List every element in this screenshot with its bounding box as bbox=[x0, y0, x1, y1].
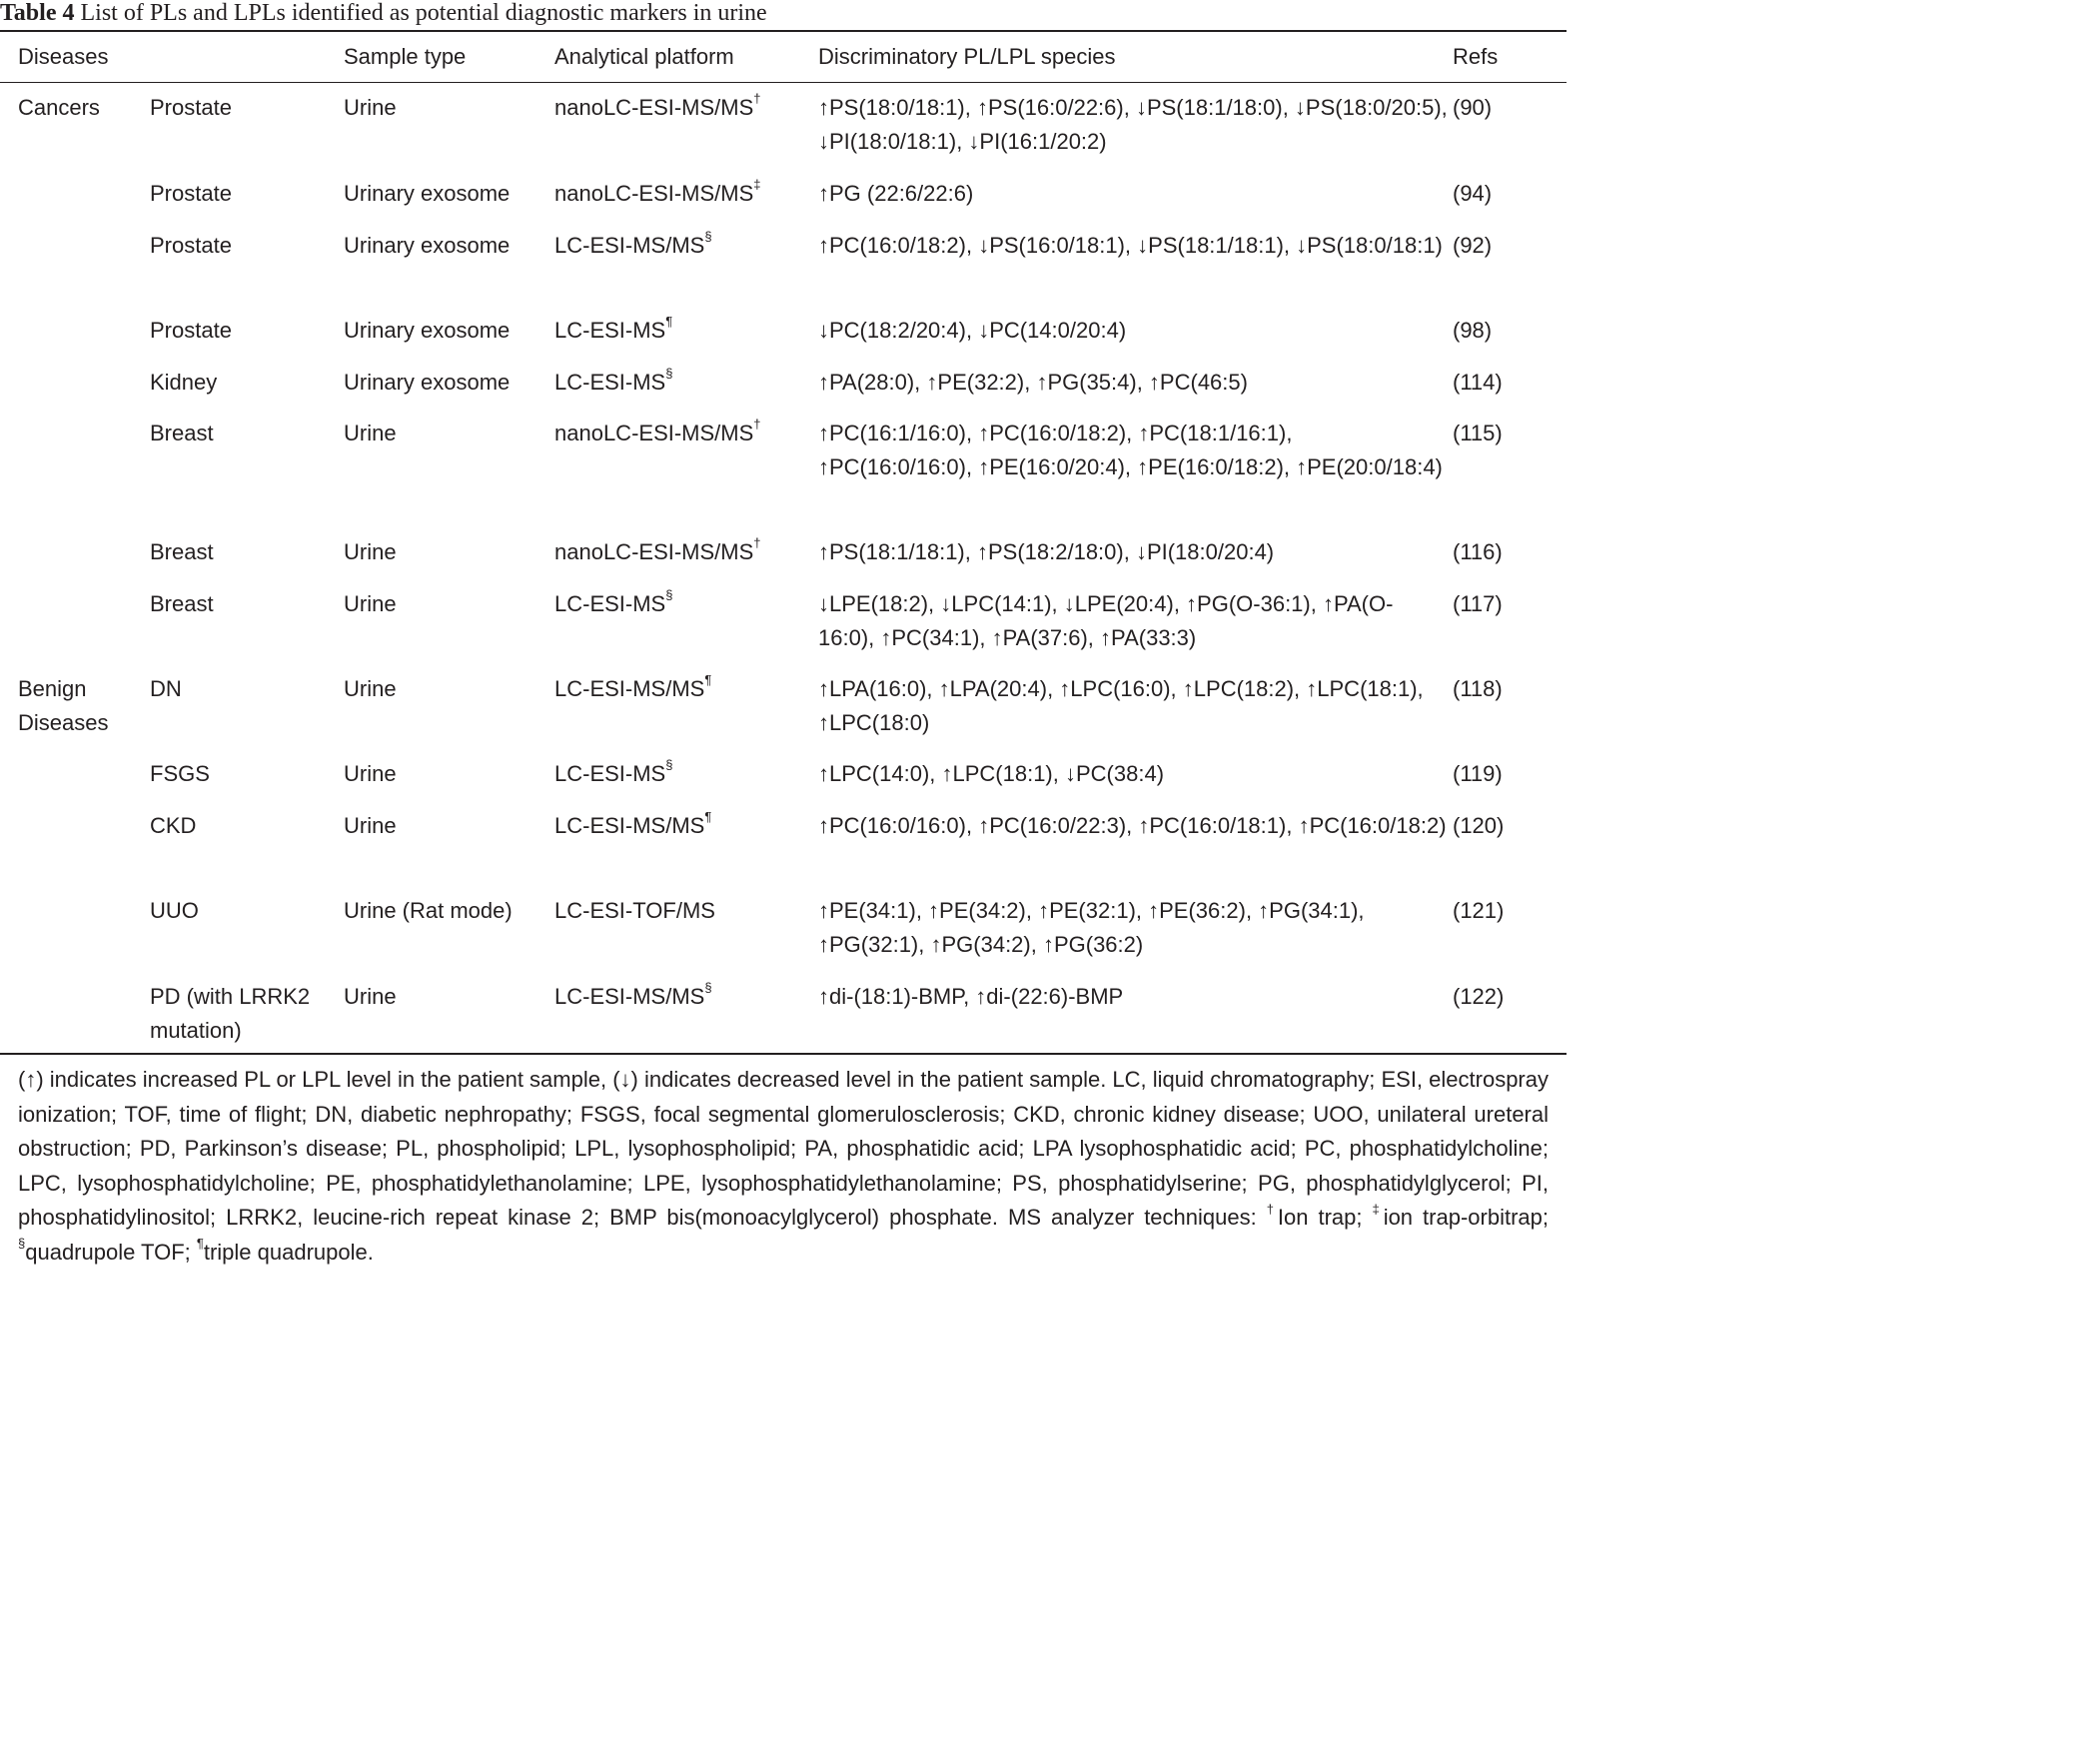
header-sample-type: Sample type bbox=[344, 44, 467, 69]
platform-text: LC-ESI-MS bbox=[554, 761, 666, 786]
cell-platform bbox=[554, 314, 816, 348]
platform-text: nanoLC-ESI-MS/MS bbox=[554, 421, 754, 445]
cell-platform bbox=[554, 366, 816, 400]
platform-text: nanoLC-ESI-MS/MS bbox=[554, 181, 754, 206]
platform-text: LC-ESI-MS/MS bbox=[554, 676, 705, 701]
cell-platform bbox=[554, 980, 816, 1014]
cell-species: ↑PC(16:0/18:2), ↓PS(16:0/18:1), ↓PS(18:1/18:1), ↓PS(18:0/18:1) bbox=[818, 233, 1443, 258]
cell-species: ↓LPE(18:2), ↓LPC(14:1), ↓LPE(20:4), ↑PG(O-36:1), ↑PA(O-16:0), ↑PC(34:1), ↑PA(37:6), ↑PA(33:3) bbox=[818, 591, 1394, 650]
cell-disease-subtype: CKD bbox=[150, 813, 197, 838]
table-caption bbox=[0, 0, 1567, 30]
cell-ref: (115) bbox=[1453, 421, 1503, 445]
cell-ref: (92) bbox=[1453, 233, 1493, 258]
cell-sample-type: Urine bbox=[344, 813, 397, 838]
platform-footnote-mark: ¶ bbox=[704, 671, 712, 687]
cell-disease-subtype: Prostate bbox=[150, 318, 232, 343]
cell-platform bbox=[554, 417, 816, 450]
cell-disease-subtype: Breast bbox=[150, 591, 214, 616]
cell-ref: (90) bbox=[1453, 95, 1493, 120]
cell-sample-type: Urine bbox=[344, 591, 397, 616]
cell-platform bbox=[554, 535, 816, 569]
cell-species: ↑LPA(16:0), ↑LPA(20:4), ↑LPC(16:0), ↑LPC(18:2), ↑LPC(18:1), ↑LPC(18:0) bbox=[818, 676, 1424, 735]
cell-sample-type: Urinary exosome bbox=[344, 181, 511, 206]
cell-sample-type: Urinary exosome bbox=[344, 370, 511, 395]
cell-disease-subtype: Kidney bbox=[150, 370, 218, 395]
table-footnote bbox=[18, 1063, 1549, 1270]
platform-footnote-mark: † bbox=[753, 90, 761, 106]
platform-text: nanoLC-ESI-MS/MS bbox=[554, 95, 754, 120]
footnote-mark-double-dagger: ‡ bbox=[1372, 1201, 1384, 1217]
caption-text: List of PLs and LPLs identified as potential diagnostic markers in urine bbox=[80, 0, 767, 26]
platform-footnote-mark: † bbox=[753, 416, 761, 432]
footnote-orbitrap: ion trap-orbitrap; bbox=[1383, 1205, 1550, 1230]
bottom-rule bbox=[0, 1053, 1567, 1055]
cell-sample-type: Urine bbox=[344, 421, 397, 445]
cell-sample-type: Urine bbox=[344, 95, 397, 120]
platform-text: LC-ESI-MS/MS bbox=[554, 984, 705, 1009]
cell-species: ↑PC(16:0/16:0), ↑PC(16:0/22:3), ↑PC(16:0/18:1), ↑PC(16:0/18:2) bbox=[818, 813, 1447, 838]
cell-sample-type: Urine bbox=[344, 761, 397, 786]
cell-species: ↑PE(34:1), ↑PE(34:2), ↑PE(32:1), ↑PE(36:2), ↑PG(34:1), ↑PG(32:1), ↑PG(34:2), ↑PG(36:2) bbox=[818, 898, 1365, 957]
cell-species: ↑PG (22:6/22:6) bbox=[818, 181, 974, 206]
platform-footnote-mark: § bbox=[665, 586, 673, 602]
cell-ref: (119) bbox=[1453, 761, 1503, 786]
header-diseases: Diseases bbox=[18, 44, 109, 69]
header-analytical-platform: Analytical platform bbox=[554, 44, 734, 69]
cell-ref: (114) bbox=[1453, 370, 1503, 395]
cell-disease-subtype: FSGS bbox=[150, 761, 210, 786]
top-rule bbox=[0, 30, 1567, 32]
footnote-triple-quad: triple quadrupole. bbox=[203, 1239, 374, 1265]
platform-footnote-mark: ‡ bbox=[753, 176, 761, 192]
group-label-cancers: Cancers bbox=[18, 95, 100, 120]
header-refs: Refs bbox=[1453, 44, 1499, 69]
cell-sample-type: Urine bbox=[344, 539, 397, 564]
cell-platform bbox=[554, 177, 816, 211]
cell-platform bbox=[554, 809, 816, 843]
footnote-mark-dagger: † bbox=[1266, 1201, 1278, 1217]
cell-species: ↑di-(18:1)-BMP, ↑di-(22:6)-BMP bbox=[818, 984, 1124, 1009]
platform-text: LC-ESI-MS bbox=[554, 370, 666, 395]
cell-disease-subtype: Breast bbox=[150, 421, 214, 445]
cell-ref: (116) bbox=[1453, 539, 1503, 564]
cell-species: ↑PS(18:1/18:1), ↑PS(18:2/18:0), ↓PI(18:0/20:4) bbox=[818, 539, 1275, 564]
cell-disease-subtype: Prostate bbox=[150, 233, 232, 258]
cell-disease-subtype: DN bbox=[150, 676, 182, 701]
platform-footnote-mark: ¶ bbox=[704, 808, 712, 824]
cell-disease-subtype: PD (with LRRK2 mutation) bbox=[150, 984, 311, 1043]
cell-disease-subtype: Breast bbox=[150, 539, 214, 564]
cell-species: ↑PS(18:0/18:1), ↑PS(16:0/22:6), ↓PS(18:1/18:0), ↓PS(18:0/20:5), ↓PI(18:0/18:1), ↓PI(16:1/20:2) bbox=[818, 95, 1448, 154]
footnote-body: (↑) indicates increased PL or LPL level in the patient sample, (↓) indicates decreased level in the patient sample. LC, liquid chromatography; ESI, electrospray ionization; TOF, time of flight; DN, diabetic nephropathy; FSGS, focal segmental glomerulosclerosis; CKD, chronic kidney disease; UOO, unilateral ureteral obstruction; PD, Parkinson’s disease; PL, phospholipid; LPL, lysophospholipid; PA, phosphatidic acid; LPA lysophosphatidic acid; PC, phosphatidylcholine; LPC, lysophosphatidylcholine; PE, phosphatidylethanolamine; LPE, lysophosphatidylethanolamine; PS, phosphatidylserine; PG, phosphatidylglycerol; PI, phosphatidylinositol; LRRK2, leucine-rich repeat kinase 2; BMP bis(monoacylglycerol) phosphate. MS analyzer techniques: bbox=[18, 1067, 1549, 1230]
cell-platform bbox=[554, 757, 816, 791]
platform-footnote-mark: § bbox=[665, 365, 673, 381]
cell-ref: (120) bbox=[1453, 813, 1505, 838]
platform-text: LC-ESI-MS bbox=[554, 591, 666, 616]
cell-platform bbox=[554, 672, 816, 706]
group-label-benign: Benign Diseases bbox=[18, 676, 109, 735]
cell-ref: (117) bbox=[1453, 591, 1503, 616]
footnote-mark-pilcrow: ¶ bbox=[196, 1236, 204, 1252]
footnote-ion-trap: Ion trap; bbox=[1277, 1205, 1363, 1230]
platform-footnote-mark: § bbox=[704, 979, 712, 995]
cell-ref: (121) bbox=[1453, 898, 1505, 923]
platform-footnote-mark: § bbox=[704, 228, 712, 244]
cell-ref: (118) bbox=[1453, 676, 1503, 701]
platform-footnote-mark: § bbox=[665, 756, 673, 772]
cell-sample-type: Urinary exosome bbox=[344, 318, 511, 343]
cell-sample-type: Urine bbox=[344, 984, 397, 1009]
cell-species: ↓PC(18:2/20:4), ↓PC(14:0/20:4) bbox=[818, 318, 1127, 343]
header-rule bbox=[0, 82, 1567, 83]
cell-ref: (94) bbox=[1453, 181, 1493, 206]
platform-text: LC-ESI-MS bbox=[554, 318, 666, 343]
footnote-qtof: quadrupole TOF; bbox=[25, 1239, 191, 1265]
cell-ref: (122) bbox=[1453, 984, 1505, 1009]
platform-footnote-mark: † bbox=[753, 534, 761, 550]
cell-species: ↑PA(28:0), ↑PE(32:2), ↑PG(35:4), ↑PC(46:5) bbox=[818, 370, 1248, 395]
cell-platform bbox=[554, 587, 816, 621]
caption-label: Table 4 bbox=[0, 0, 75, 26]
cell-sample-type: Urine bbox=[344, 676, 397, 701]
cell-species: ↑LPC(14:0), ↑LPC(18:1), ↓PC(38:4) bbox=[818, 761, 1165, 786]
platform-text: LC-ESI-MS/MS bbox=[554, 813, 705, 838]
header-species: Discriminatory PL/LPL species bbox=[818, 44, 1116, 69]
footnote-mark-section: § bbox=[18, 1236, 26, 1252]
cell-platform bbox=[554, 229, 816, 263]
cell-species: ↑PC(16:1/16:0), ↑PC(16:0/18:2), ↑PC(18:1/16:1), ↑PC(16:0/16:0), ↑PE(16:0/20:4), ↑PE(16:0/18:2), ↑PE(20:0/18:4) bbox=[818, 421, 1443, 479]
platform-text: LC-ESI-MS/MS bbox=[554, 233, 705, 258]
cell-disease-subtype: Prostate bbox=[150, 181, 232, 206]
platform-text: nanoLC-ESI-MS/MS bbox=[554, 539, 754, 564]
cell-ref: (98) bbox=[1453, 318, 1493, 343]
platform-text: LC-ESI-TOF/MS bbox=[554, 898, 715, 923]
platform-footnote-mark: ¶ bbox=[665, 313, 673, 329]
cell-disease-subtype: UUO bbox=[150, 898, 199, 923]
cell-platform bbox=[554, 894, 816, 928]
cell-sample-type: Urine (Rat mode) bbox=[344, 898, 513, 923]
cell-sample-type: Urinary exosome bbox=[344, 233, 511, 258]
cell-disease-subtype: Prostate bbox=[150, 95, 232, 120]
cell-platform bbox=[554, 91, 816, 125]
